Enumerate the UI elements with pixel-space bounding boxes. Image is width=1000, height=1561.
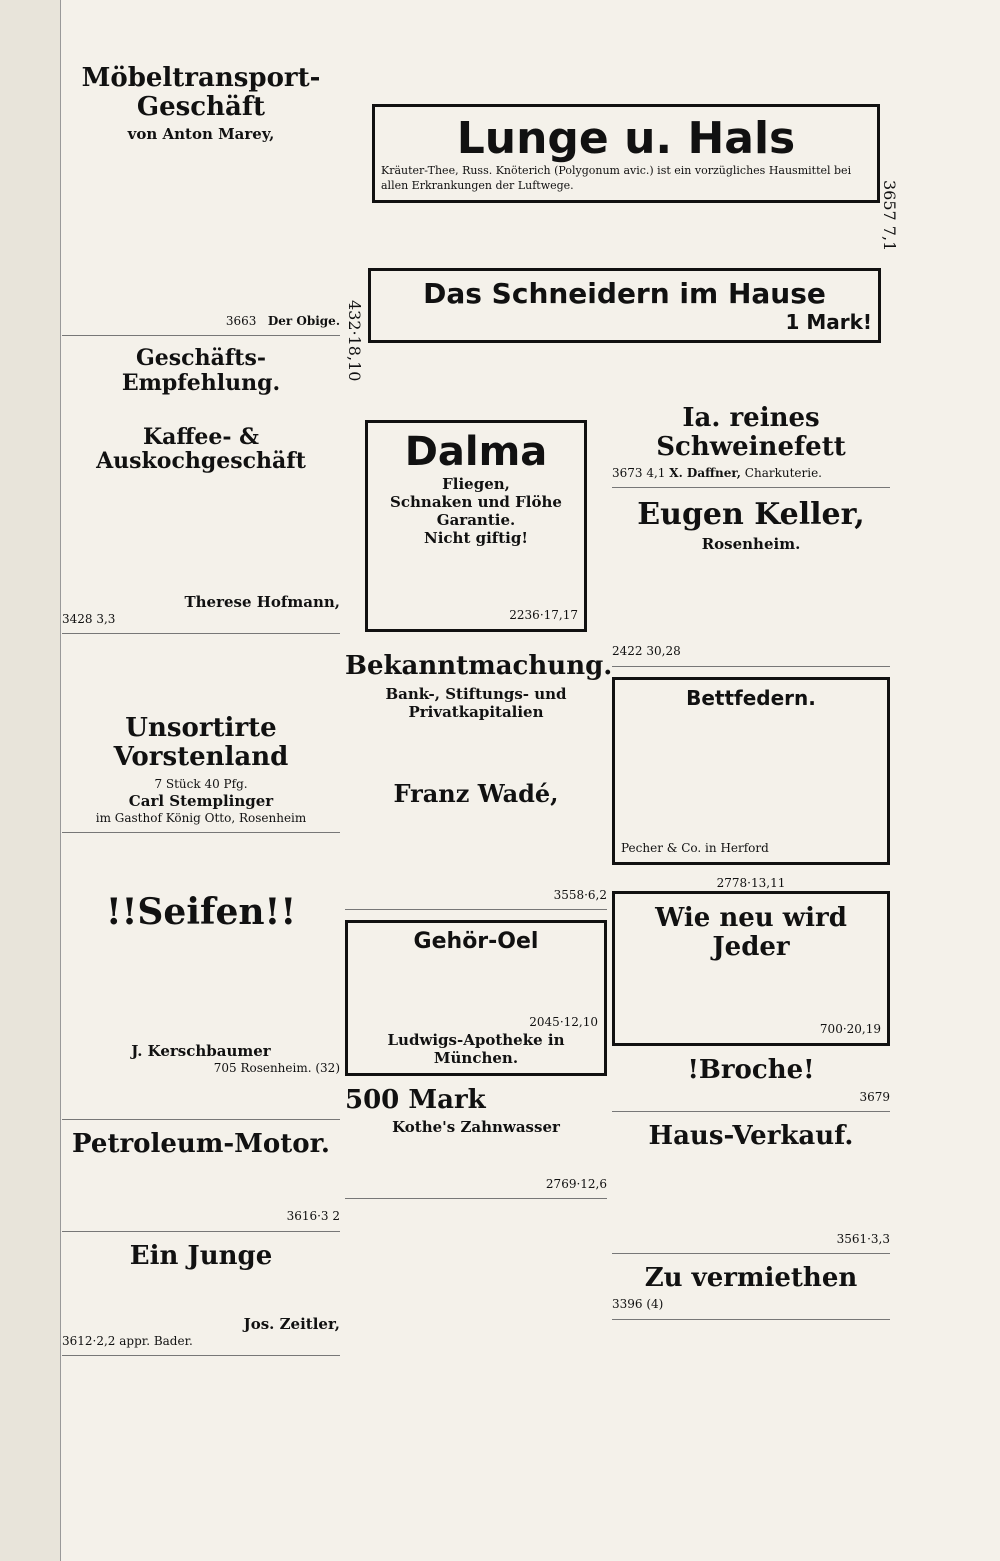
ad-schneidern: Das Schneidern im Hause 1 Mark! [368, 268, 881, 343]
ad-moebel: Möbeltransport-Geschäft von Anton Marey, 3663 Der Obige. [62, 64, 340, 336]
margin-number-mid: 432·18,10 [345, 300, 364, 382]
ad-vorstenland: Unsortirte Vorstenland 7 Stück 40 Pfg. Carl Stemplinger im Gasthof König Otto, Rosenheim [62, 714, 340, 833]
ad-neu: Wie neu wird Jeder 700·20,19 [612, 891, 890, 1046]
ad-broche: !Broche! 3679 [612, 1056, 890, 1112]
ad-gehoer: Gehör-Oel 2045·12,10 Ludwigs-Apotheke in München. [345, 920, 607, 1075]
ad-seifen: !!Seifen!! J. Kerschbaumer 705 Rosenheim. (32) [62, 893, 340, 1120]
ad-petroleum: Petroleum-Motor. 3616·3 2 [62, 1130, 340, 1232]
ad-vermiethen: Zu vermiethen 3396 (4) [612, 1264, 890, 1320]
ad-bettfedern: Bettfedern. Pecher & Co. in Herford [612, 677, 890, 865]
ad-haus: Haus-Verkauf. 3561·3,3 [612, 1122, 890, 1254]
ad-geschaeft: Geschäfts-Empfehlung. Kaffee- & Auskochgeschäft Therese Hofmann, 3428 3,3 [62, 346, 340, 634]
ad-keller: Eugen Keller, Rosenheim. 2422 30,28 [612, 498, 890, 666]
page-edge [0, 0, 61, 1561]
ad-schweinefett: Ia. reines Schweinefett 3673 4,1 X. Daffner, Charkuterie. [612, 404, 890, 488]
ad-dalma: Dalma Fliegen, Schnaken und Flöhe Garantie. Nicht giftig! 2236·17,17 [365, 420, 587, 632]
column-right: Ia. reines Schweinefett 3673 4,1 X. Daffner, Charkuterie. Eugen Keller, Rosenheim. 2422 30,28 Bettfedern. Pecher & Co. in Herford 2778·13,11 Wie neu wird Jeder 700·20,19 !Broche! 3679 Haus-Verkauf. 3561·3,3 Zu vermiethen 3396 (4) [612, 400, 890, 1330]
margin-number-top: 3657 7,1 [880, 180, 899, 252]
ad-bekannt: Bekanntmachung. Bank-, Stiftungs- und Privatkapitalien Franz Wadé, 3558·6,2 [345, 652, 607, 910]
ad-junge: Ein Junge Jos. Zeitler, 3612·2,2 appr. Bader. [62, 1242, 340, 1357]
ad-mark: 500 Mark Kothe's Zahnwasser 2769·12,6 [345, 1086, 607, 1200]
column-left [62, 60, 340, 1366]
column-middle [345, 400, 613, 1209]
ad-lunge: Lunge u. Hals Kräuter-Thee, Russ. Knöterich (Polygonum avic.) ist ein vorzügliches Hausmittel bei allen Erkrankungen der Luftwege. [372, 104, 880, 203]
